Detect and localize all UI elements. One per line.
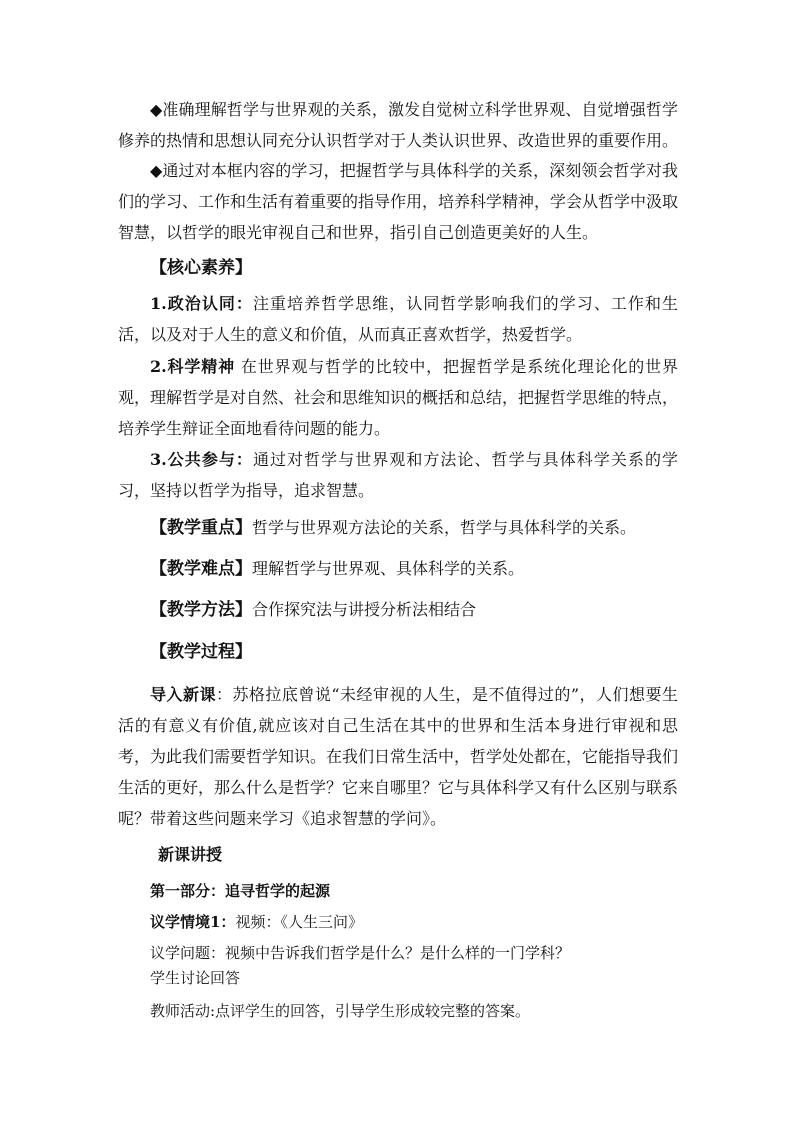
intro-paragraph <box>118 679 678 834</box>
objective-paragraph-1: ◆准确理解哲学与世界观的关系，激发自觉树立科学世界观、自觉增强哲学修养的热情和思想认同充分认识哲学对于人类认识世界、改造世界的重要作用。 <box>118 100 679 150</box>
intro-label: 导入新课 <box>150 685 216 704</box>
question-line: 议学问题：视频中告诉我们哲学是什么？是什么样的一门学科？ <box>150 944 571 962</box>
core-literacy-item-3 <box>118 444 678 506</box>
intro-text: ：苏格拉底曾说“未经审视的人生，是不值得过的”，人们想要生活的有意义有价值,就应该对自己生活在其中的世界和生活本身进行审视和思考，为此我们需要哲学知识。在我们日常生活中，哲学处处都在，它能指导我们生活的更好，那么什么是哲学？它来自哪里？它与具体科学又有什么区别与联系呢？带着这些问题来学习《追求智慧的学问》。 <box>118 685 679 828</box>
core-literacy-item-2-text: 在世界观与哲学的比较中，把握哲学是系统化理论化的世界观，理解哲学是对自然、社会和思维知识的概括和总结，把握哲学思维的特点，培养学生辩证全面地看待问题的能力。 <box>118 357 679 438</box>
core-literacy-item-3-text: 通过对哲学与世界观和方法论、哲学与具体科学关系的学习，坚持以哲学为指导，追求智慧。 <box>118 450 678 500</box>
part1-heading <box>150 879 330 903</box>
teaching-process-heading: 【教学过程】 <box>150 642 252 662</box>
core-literacy-item-1-label: 1.政治认同： <box>150 294 253 313</box>
new-lesson-heading: 新课讲授 <box>158 845 223 864</box>
teaching-method-text: 合作探究法与讲授分析法相结合 <box>252 600 477 619</box>
teaching-difficulty-label: 【教学难点】 <box>150 559 252 579</box>
teaching-key-point <box>150 516 636 540</box>
situation-line <box>150 910 363 934</box>
discussion-line: 学生讨论回答 <box>150 969 241 987</box>
core-literacy-item-2-label: 2.科学精神 <box>150 357 235 376</box>
teaching-method-label: 【教学方法】 <box>150 600 252 620</box>
teaching-method <box>150 598 476 622</box>
core-literacy-item-1-text: 注重培养哲学思维，认同哲学影响我们的学习、工作和生活，以及对于人生的意义和价值，从而真正喜欢哲学，热爱哲学。 <box>118 294 678 344</box>
teaching-difficulty-text: 理解哲学与世界观、具体科学的关系。 <box>252 559 525 578</box>
objective-paragraph-2: ◆通过对本框内容的学习，把握哲学与具体科学的关系，深刻领会哲学对我们的学习、工作和生活有着重要的指导作用，培养科学精神，学会从哲学中汲取智慧，以哲学的眼光审视自己和世界，指引自己创造更美好的人生。 <box>118 161 679 242</box>
core-literacy-item-3-label: 3.公共参与： <box>150 450 253 469</box>
teaching-key-point-text: 哲学与世界观方法论的关系，哲学与具体科学的关系。 <box>252 518 637 537</box>
situation-label: 议学情境1： <box>150 913 236 931</box>
core-literacy-item-1 <box>118 288 678 350</box>
core-literacy-heading: 【核心素养】 <box>150 258 252 278</box>
core-literacy-item-2 <box>118 351 678 444</box>
teaching-key-point-label: 【教学重点】 <box>150 518 252 538</box>
situation-text: 视频：《人生三问》 <box>235 913 363 931</box>
teaching-difficulty <box>150 557 524 581</box>
teacher-activity-line: 教师活动:点评学生的回答，引导学生形成较完整的答案。 <box>150 1002 531 1020</box>
part1-title: 第一部分：追寻哲学的起源 <box>150 882 331 900</box>
